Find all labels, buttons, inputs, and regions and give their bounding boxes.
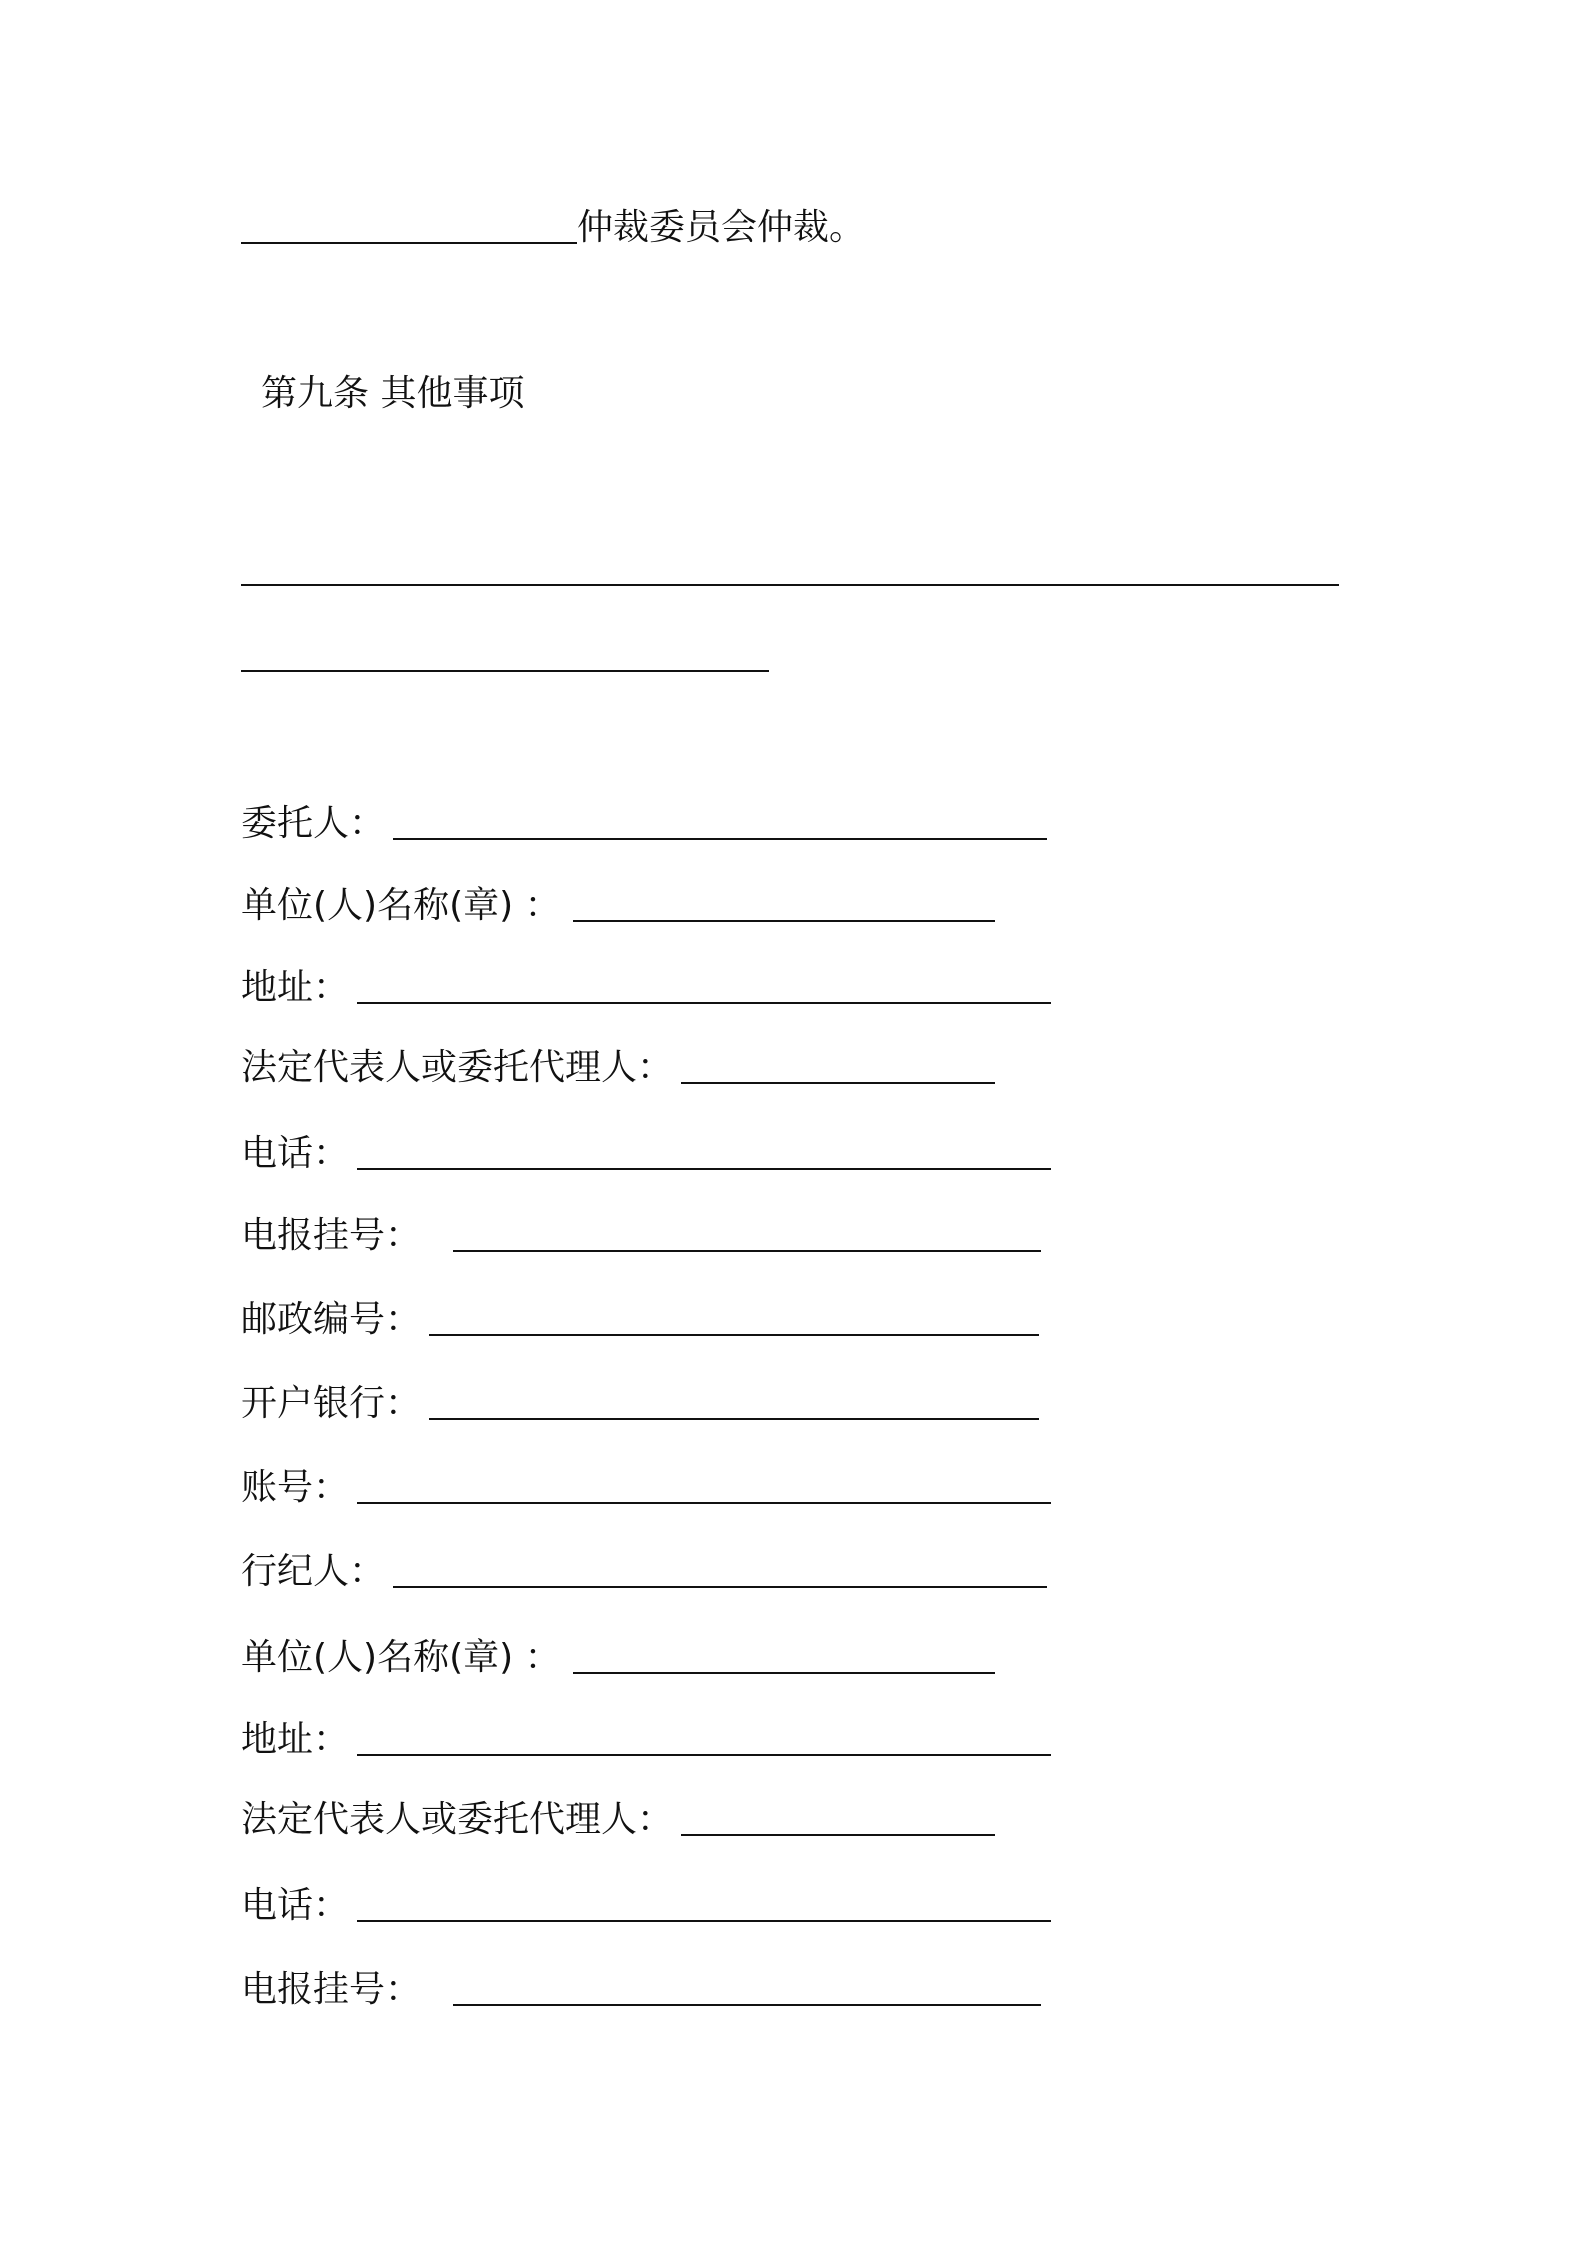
broker-legal-rep-field [241, 1798, 995, 1842]
principal-telegraph-field [241, 1214, 1041, 1258]
field-label: 邮政编号： [241, 1299, 422, 1340]
arbitration-clause-line [241, 206, 865, 250]
broker-telegraph-field [241, 1968, 1041, 2012]
principal-unit-name-field [241, 884, 995, 928]
field-label: 行纪人： [241, 1551, 386, 1592]
field-label: 电报挂号： [241, 1215, 422, 1256]
field-label: 法定代表人或委托代理人： [241, 1047, 674, 1088]
principal-field [241, 802, 1047, 846]
broker-address-field [241, 1718, 1051, 1762]
field-label: 地址： [241, 967, 350, 1008]
field-label: 委托人： [241, 803, 386, 844]
field-label: 地址： [241, 1719, 350, 1760]
broker-address-blank[interactable] [357, 1720, 1051, 1756]
principal-account-field [241, 1466, 1051, 1510]
principal-legal-rep-field [241, 1046, 995, 1090]
principal-legal-rep-blank[interactable] [681, 1048, 995, 1084]
broker-unit-name-field [241, 1636, 995, 1680]
principal-bank-field [241, 1382, 1039, 1426]
broker-phone-field [241, 1884, 1051, 1928]
field-label: 电话： [241, 1885, 350, 1926]
broker-field [241, 1550, 1047, 1594]
broker-telegraph-blank[interactable] [453, 1970, 1041, 2006]
principal-phone-field [241, 1132, 1051, 1176]
principal-postal-code-blank[interactable] [429, 1300, 1039, 1336]
field-label: 单位(人)名称(章) ： [241, 1637, 561, 1678]
broker-unit-name-blank[interactable] [573, 1638, 995, 1674]
principal-account-blank[interactable] [357, 1468, 1051, 1504]
broker-phone-blank[interactable] [357, 1886, 1051, 1922]
principal-telegraph-blank[interactable] [453, 1216, 1041, 1252]
principal-address-field [241, 966, 1051, 1010]
principal-unit-name-blank[interactable] [573, 886, 995, 922]
broker-legal-rep-blank[interactable] [681, 1800, 995, 1836]
principal-address-blank[interactable] [357, 968, 1051, 1004]
principal-phone-blank[interactable] [357, 1134, 1051, 1170]
broker-blank[interactable] [393, 1552, 1047, 1588]
field-label: 法定代表人或委托代理人： [241, 1799, 674, 1840]
article-nine-title: 第九条 其他事项 [261, 373, 525, 414]
field-label: 单位(人)名称(章) ： [241, 885, 561, 926]
other-matters-blank-line-1[interactable] [241, 584, 1339, 586]
arbitration-suffix-text: 仲裁委员会仲裁。 [577, 207, 866, 248]
principal-blank[interactable] [393, 804, 1047, 840]
field-label: 电话： [241, 1133, 350, 1174]
arbitration-commission-blank[interactable] [241, 208, 577, 244]
principal-bank-blank[interactable] [429, 1384, 1039, 1420]
principal-postal-code-field [241, 1298, 1039, 1342]
field-label: 开户银行： [241, 1383, 422, 1424]
field-label: 账号： [241, 1467, 350, 1508]
field-label: 电报挂号： [241, 1969, 422, 2010]
other-matters-blank-line-2[interactable] [241, 670, 769, 672]
